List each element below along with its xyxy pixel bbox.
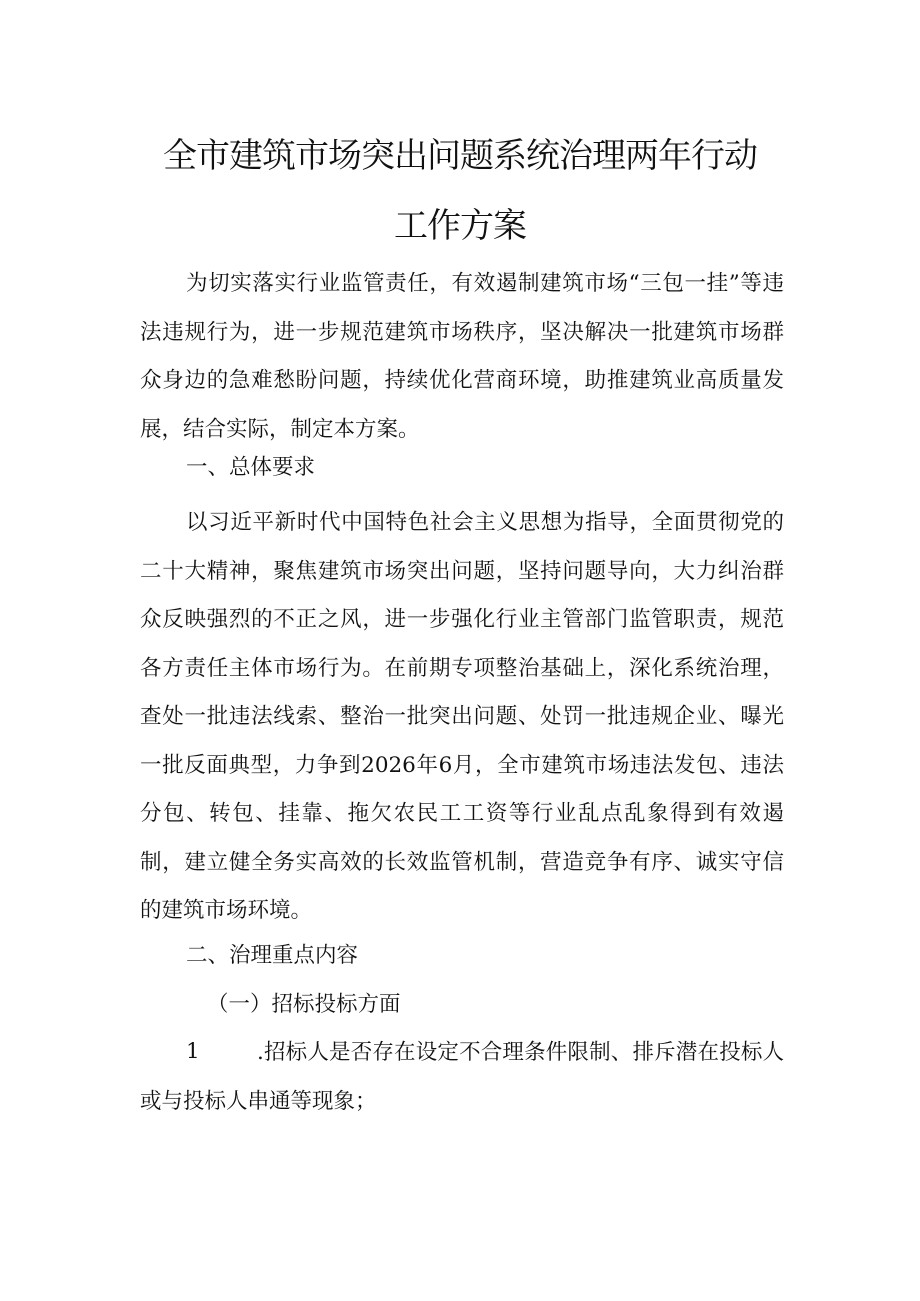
document-title-line1: 全市建筑市场突出问题系统治理两年行动 bbox=[163, 136, 757, 176]
intro-paragraph: 为切实落实行业监管责任，有效遏制建筑市场“三包一挂”等违法违规行为，进一步规范建筑市场秩序，坚决解决一批建筑市场群众身边的急难愁盼问题，持续优化营商环境，助推建筑业高质量发展，结合实际，制定本方案。 bbox=[140, 271, 784, 442]
section-heading-key-contents: 二、治理重点内容 bbox=[186, 943, 359, 968]
section-heading-general-requirements: 一、总体要求 bbox=[186, 455, 316, 480]
subsection-heading-bidding: （一）招标投标方面 bbox=[207, 992, 401, 1017]
list-item-number: 1 bbox=[186, 1039, 200, 1064]
general-requirements-paragraph: 以习近平新时代中国特色社会主义思想为指导，全面贯彻党的二十大精神，聚焦建筑市场突出问题，坚持问题导向，大力纠治群众反映强烈的不正之风，进一步强化行业主管部门监管职责，规范各方责任主体市场行为。在前期专项整治基础上，深化系统治理，查处一批违法线索、整治一批突出问题、处罚一批违规企业、曝光一批反面典型，力争到2026年6月，全市建筑市场违法发包、违法分包、转包、挂靠、拖欠农民工工资等行业乱点乱象得到有效遏制，建立健全务实高效的长效监管机制，营造竞争有序、诚实守信的建筑市场环境。 bbox=[140, 510, 784, 923]
document-title-line2: 工作方案 bbox=[394, 206, 526, 246]
list-item-text: .招标人是否存在设定不合理条件限制、排斥潜在投标人或与投标人串通等现象； bbox=[140, 1040, 784, 1114]
